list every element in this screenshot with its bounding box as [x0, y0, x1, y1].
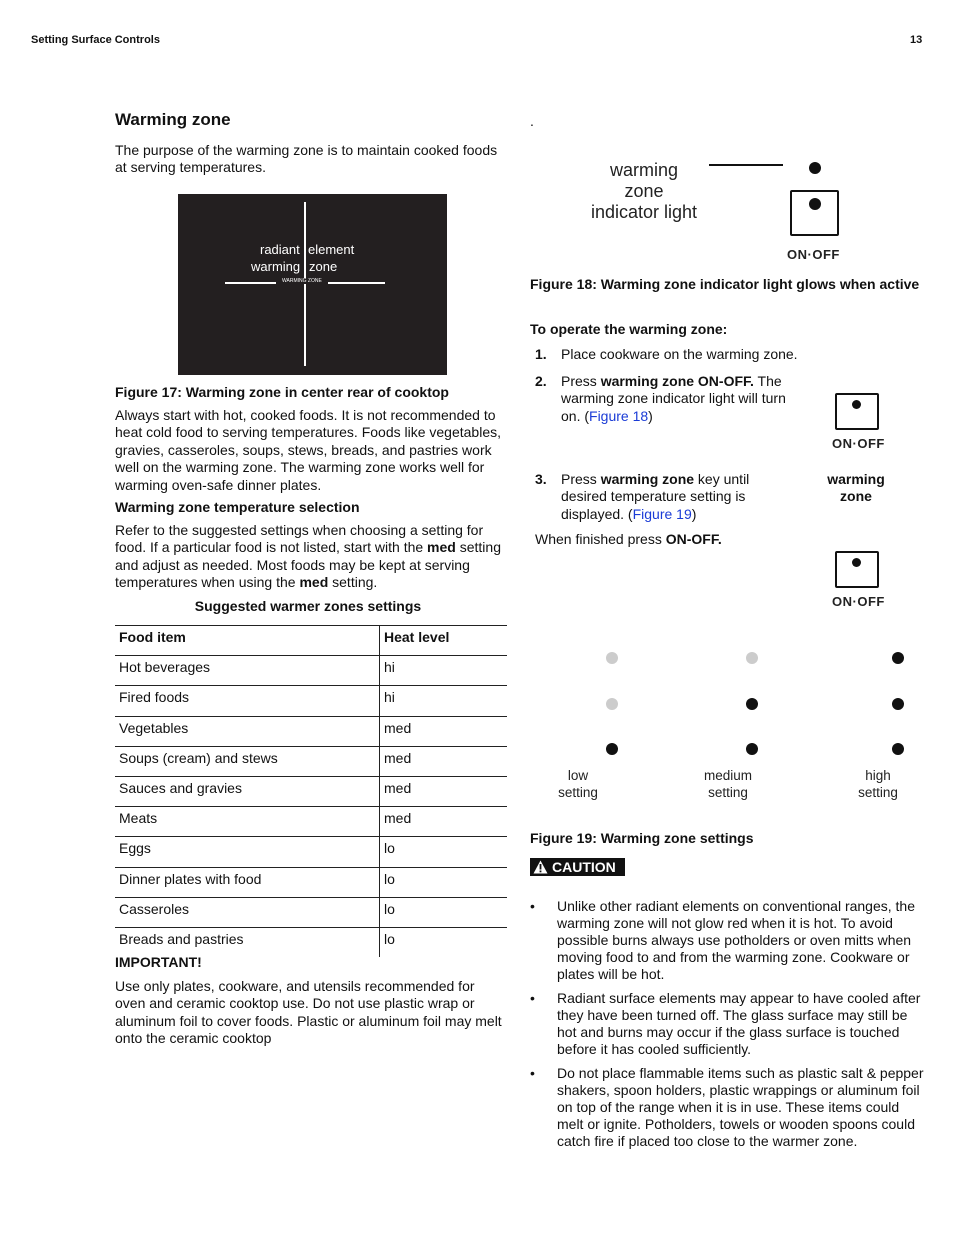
food-cell: Casseroles: [115, 897, 380, 927]
indicator-on-icon: [606, 743, 618, 755]
step-number: 2.: [535, 373, 547, 389]
level-cell: hi: [380, 656, 508, 686]
indicator-label: [584, 160, 704, 223]
warning-triangle-icon: [533, 860, 548, 874]
caution-bullet-1: Unlike other radiant elements on conventional ranges, the warming zone will not glow red when it is hot. To avoid possible burns always use potholders or oven mitts when moving food to and from the warming zone. Cookware or plates will be hot.: [557, 898, 915, 983]
step-3-text: Press warming zone key until desired temperature setting is displayed. (Figure 19): [561, 471, 750, 522]
indicator-label-line: indicator light: [590, 202, 698, 222]
level-cell: med: [380, 807, 508, 837]
setting-caption: [828, 767, 928, 801]
caution-label: CAUTION: [552, 859, 616, 875]
page-number: 13: [910, 34, 923, 46]
indicator-off-icon: [606, 698, 618, 710]
bullet-marker: •: [530, 898, 535, 914]
step-2-text: Press warming zone ON-OFF. The warming zone indicator light will turn on. (Figure 18): [561, 373, 786, 424]
on-off-key-icon: [835, 393, 879, 430]
table-row: [115, 746, 507, 776]
bullet-marker: •: [530, 1065, 535, 1081]
key-dot-icon: [852, 400, 861, 409]
warmer-settings-table: [115, 625, 507, 957]
step-1-text: Place cookware on the warming zone.: [561, 346, 798, 362]
caution-bullet-3: Do not place flammable items such as plastic salt & pepper shakers, spoon holders, plastic wrappings or aluminum foil on top of the range when it is in use. These items could melt or ignite. Potholders, towels or wooden spoons could catch fire if placed too close to the warmer zone.: [557, 1065, 924, 1150]
indicator-on-icon: [892, 652, 904, 664]
food-cell: Eggs: [115, 837, 380, 867]
subheading-temperature: Warming zone temperature selection: [115, 499, 360, 515]
key-label-line: zone: [840, 488, 872, 504]
indicator-label-line: warming: [609, 160, 679, 180]
indicator-off-icon: [746, 652, 758, 664]
operate-heading: To operate the warming zone:: [530, 321, 728, 337]
food-cell: Hot beverages: [115, 656, 380, 686]
finish-text: When finished press ON-OFF.: [535, 531, 722, 547]
cooktop-diagram: [178, 194, 447, 375]
settings-paragraph: Refer to the suggested settings when choosing a setting for food. If a particular food is not listed, start with the med setting and adjust as needed. Most foods may be kept at serving temperatures when using the med setting.: [115, 522, 501, 591]
on-off-label: ON·OFF: [832, 436, 885, 451]
important-heading: IMPORTANT!: [115, 954, 202, 970]
indicator-on-icon: [892, 743, 904, 755]
indicator-label-line: zone: [624, 181, 664, 201]
food-paragraph: Always start with hot, cooked foods. It is not recommended to heat cold food to serving temperatures. Foods like vegetables, gravies, casseroles, soups, stews, breads, and pastries work well on the warming zone. The warming zone works well for warming oven-safe dinner plates.: [115, 407, 501, 493]
indicator-on-icon: [746, 743, 758, 755]
label-element: element: [308, 242, 355, 257]
section-heading: Warming zone: [115, 110, 231, 129]
step-number: 1.: [535, 346, 547, 362]
warming-zone-key-label: [815, 471, 897, 505]
level-cell: med: [380, 716, 508, 746]
figure-18-caption: Figure 18: Warming zone indicator light glows when active: [530, 276, 920, 292]
leader-line: [709, 164, 783, 166]
setting-caption-line: setting: [708, 785, 748, 800]
setting-caption: [528, 767, 628, 801]
level-cell: lo: [380, 897, 508, 927]
vertical-axis-line: [304, 202, 306, 366]
table-row: [115, 867, 507, 897]
col-food-item: Food item: [115, 626, 380, 656]
setting-caption-line: setting: [558, 785, 598, 800]
table-row: [115, 686, 507, 716]
food-cell: Vegetables: [115, 716, 380, 746]
level-cell: med: [380, 776, 508, 806]
indicator-on-icon: [892, 698, 904, 710]
on-off-label: ON·OFF: [787, 247, 840, 262]
setting-caption: [678, 767, 778, 801]
step-number: 3.: [535, 471, 547, 487]
table-row: [115, 927, 507, 957]
figure-19-caption: Figure 19: Warming zone settings: [530, 830, 754, 846]
table-row: [115, 656, 507, 686]
important-paragraph: Use only plates, cookware, and utensils recommended for oven and ceramic cooktop use. Do not use plastic wrap or aluminum foil to cover foods. Plastic or aluminum foil may melt onto the ceramic cooktop: [115, 978, 502, 1047]
indicator-on-icon: [746, 698, 758, 710]
food-cell: Breads and pastries: [119, 930, 244, 947]
setting-caption-line: medium: [703, 768, 752, 783]
food-cell: Dinner plates with food: [115, 867, 380, 897]
level-cell: med: [380, 746, 508, 776]
level-cell: lo: [380, 867, 508, 897]
setting-caption-line: setting: [858, 785, 898, 800]
indicator-off-icon: [606, 652, 618, 664]
level-cell: hi: [380, 686, 508, 716]
figure-18-link[interactable]: Figure 18: [589, 407, 649, 424]
food-cell: Soups (cream) and stews: [115, 746, 380, 776]
table-row: [115, 837, 507, 867]
food-cell: Meats: [115, 807, 380, 837]
table-row: [115, 776, 507, 806]
intro-paragraph: The purpose of the warming zone is to maintain cooked foods at serving temperatures.: [115, 142, 498, 176]
table-header-row: [115, 626, 507, 656]
level-cell: lo: [380, 837, 508, 867]
figure-17-caption: Figure 17: Warming zone in center rear of cooktop: [115, 384, 449, 400]
table-row: [115, 716, 507, 746]
running-header: Setting Surface Controls: [31, 34, 160, 46]
caution-badge: [530, 858, 625, 876]
on-off-key-icon: [835, 551, 879, 588]
on-off-key-icon: [790, 190, 839, 236]
indicator-light-icon: [809, 162, 821, 174]
key-label-line: warming: [827, 471, 885, 487]
label-radiant: radiant: [260, 242, 300, 257]
label-zone: zone: [309, 259, 338, 274]
table-row: [115, 807, 507, 837]
key-dot-icon: [852, 558, 861, 567]
setting-caption-line: high: [865, 768, 891, 783]
key-dot-icon: [809, 198, 821, 210]
food-cell: Fired foods: [115, 686, 380, 716]
stray-dot: .: [530, 113, 534, 129]
figure-19-link[interactable]: Figure 19: [632, 505, 692, 522]
label-warming: warming: [251, 259, 301, 274]
on-off-label: ON·OFF: [832, 594, 885, 609]
warming-zone-marker: WARMING ZONE: [276, 278, 328, 284]
table-row: [115, 897, 507, 927]
caution-bullet-2: Radiant surface elements may appear to have cooled after they have been turned off. The glass surface may still be hot and burns may occur if the glass surface is touched before it has cooled sufficiently.: [557, 990, 921, 1058]
bullet-marker: •: [530, 990, 535, 1006]
level-cell: lo: [380, 927, 508, 957]
col-heat-level: Heat level: [380, 626, 508, 656]
food-cell: Sauces and gravies: [115, 776, 380, 806]
setting-caption-line: low: [567, 768, 589, 783]
table-title: Suggested warmer zones settings: [194, 598, 422, 614]
